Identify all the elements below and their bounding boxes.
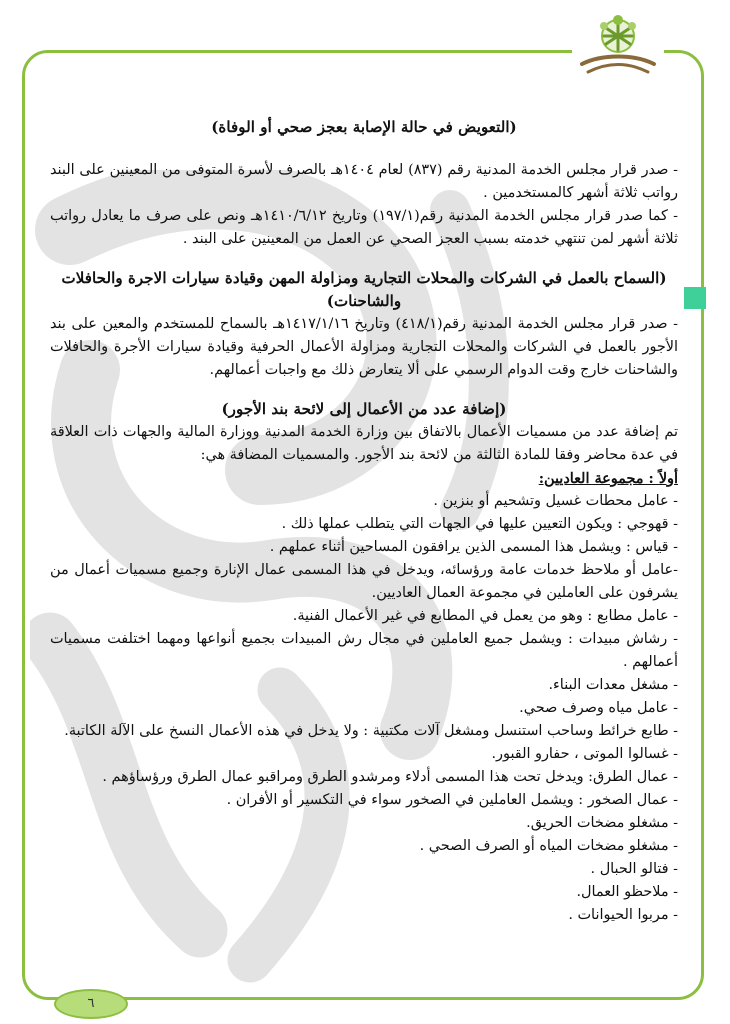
list-item: - ملاحظو العمال. — [576, 884, 678, 900]
section-3-title: (إضافة عدد من الأعمال إلى لائحة بند الأجور) — [221, 400, 507, 418]
list-item: - عامل محطات غسيل وتشحيم أو بنزين . — [433, 493, 678, 509]
list-item: - قياس : ويشمل هذا المسمى الذين يرافقون المساحين أثناء عملهم . — [269, 539, 678, 555]
list-item: - عمال الطرق: ويدخل تحت هذا المسمى أدلاء ومرشدو الطرق ومراقبو عمال الطرق ورؤساؤهم . — [102, 769, 678, 785]
list-item: - مشغلو مضخات الحريق. — [526, 815, 678, 831]
job-title-list — [50, 490, 678, 927]
section-1-paragraph-1: - صدر قرار مجلس الخدمة المدنية رقم (٨٣٧) لعام ١٤٠٤هـ بالصرف لأسرة المتوفى من المعينين على البند رواتب ثلاثة أشهر كالمستخدمين . — [50, 162, 678, 201]
section-2-paragraph-1: - صدر قرار مجلس الخدمة المدنية رقم(٤١٨/١) وتاريخ ١٤١٧/١/١٦هـ بالسماح للمستخدم والمعين على بند الأجور بالعمل في الشركات والمحلات التجارية ومزاولة الأعمال الحرفية وقيادة سيارات الأجرة والحافلات والشاحنات خارج وقت الدوام الرسمي على ألا يتعارض ذلك مع واجبات أعمالهم. — [50, 316, 678, 378]
section-2-title: (السماح بالعمل في الشركات والمحلات التجارية ومزاولة المهن وقيادة سيارات الاجرة والحافلات والشاحنات) — [61, 269, 667, 310]
list-item: - فتالو الحبال . — [590, 861, 678, 877]
list-item: - مشغل معدات البناء. — [548, 677, 678, 693]
side-marker-tab — [684, 287, 706, 309]
list-item: - عامل مطابع : وهو من يعمل في المطابع في غير الأعمال الفنية. — [292, 608, 678, 624]
document-body — [50, 116, 678, 986]
list-item: - مربوا الحيوانات . — [568, 907, 678, 923]
page-number: ٦ — [54, 989, 128, 1019]
list-item: - غسالوا الموتى ، حفارو القبور. — [491, 746, 678, 762]
list-item: - مشغلو مضخات المياه أو الصرف الصحي . — [419, 838, 678, 854]
list-item: - عمال الصخور : ويشمل العاملين في الصخور سواء في التكسير أو الأفران . — [226, 792, 678, 808]
list-item: -عامل أو ملاحظ خدمات عامة ورؤسائه، ويدخل في هذا المسمى عمال الإنارة وجميع مسميات أعمال من يشرفون على العاملين في مجموعة العمال العاديين. — [50, 562, 678, 601]
section-1-paragraph-2: - كما صدر قرار مجلس الخدمة المدنية رقم(١٩٧/١) وتاريخ ١٤١٠/٦/١٢هـ ونص على صرف ما يعادل رواتب ثلاثة أشهر لمن تنتهي خدمته بسبب العجز الصحي عن العمل من المعينين على البند . — [50, 208, 678, 247]
list-item: - طابع خرائط وساحب استنسل ومشغل آلات مكتبية : ولا يدخل في هذه الأعمال النسخ على الآلة الكاتبة. — [64, 723, 678, 739]
list-item: - رشاش مبيدات : ويشمل جميع العاملين في مجال رش المبيدات بجميع أنواعها ومهما اختلفت مسميات أعمالهم . — [50, 631, 678, 670]
list-item: - قهوجي : ويكون التعيين عليها في الجهات التي يتطلب عملها ذلك . — [281, 516, 678, 532]
section-3-intro: تم إضافة عدد من مسميات الأعمال بالاتفاق بين وزارة الخدمة المدنية ووزارة المالية والجهات ذات العلاقة في عدة محاضر وفقا للمادة الثالثة من لائحة بند الأجور. والمسميات المضافة هي: — [50, 424, 678, 463]
organization-logo — [572, 8, 664, 82]
list-item: - عامل مياه وصرف صحي. — [519, 700, 678, 716]
group-title: أولاً : مجموعة العاديين: — [538, 470, 678, 487]
section-1-title: (التعويض في حالة الإصابة بعجز صحي أو الوفاة) — [211, 118, 517, 136]
